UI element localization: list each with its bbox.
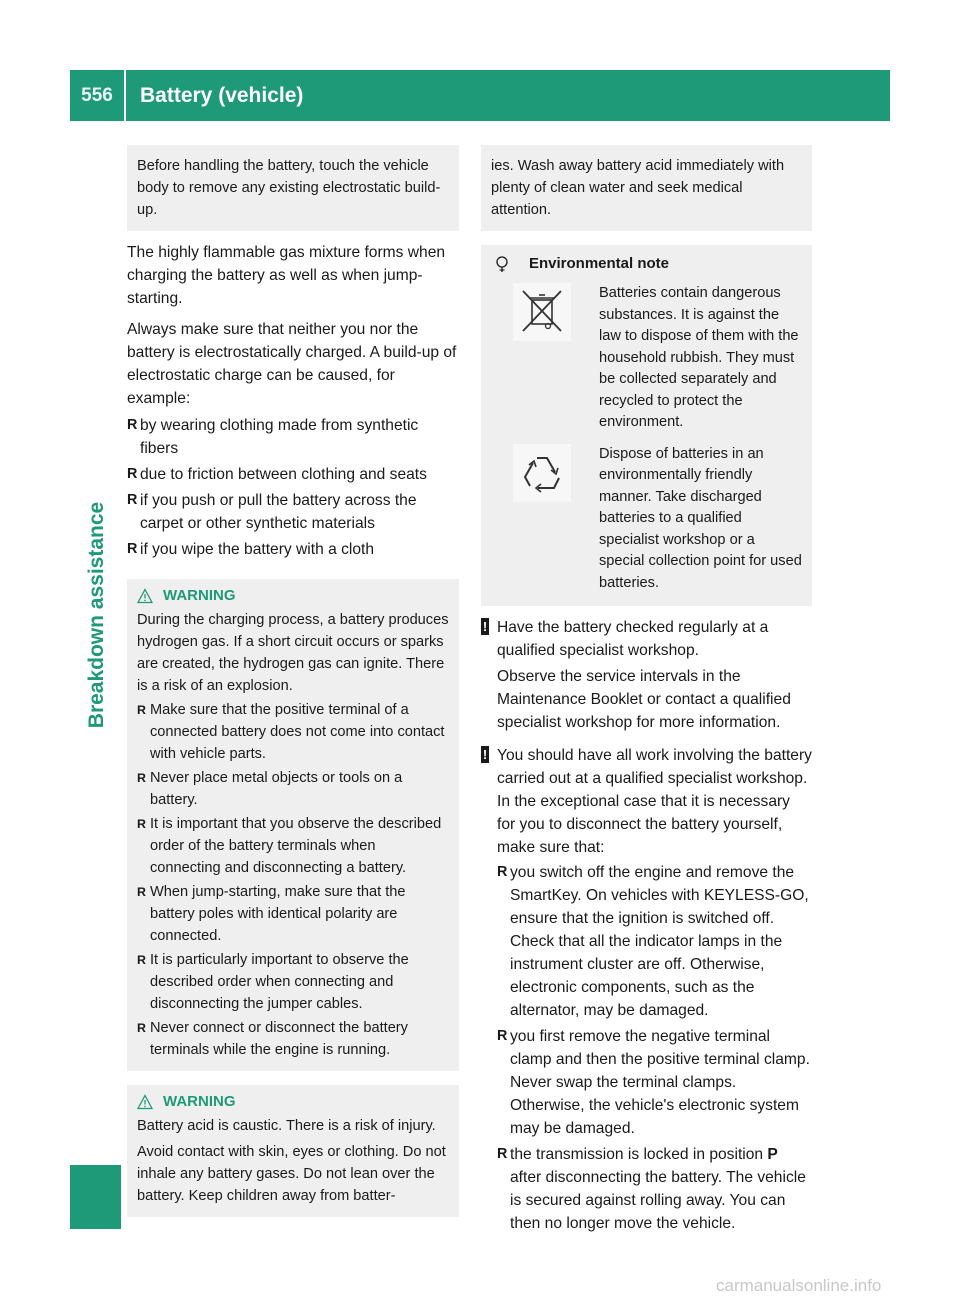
exclamation-icon: ! (482, 619, 488, 634)
recycle-icon (513, 444, 571, 502)
list-item: R you switch off the engine and remove the SmartKey. On vehicles with KEYLESS-GO, ensure that the ignition is switched off. Check that all the indicator lamps in the instrument cluster are off. Otherwise, electronic components, such as the alternator, may be damaged. (497, 861, 812, 1022)
warning-triangle-icon (137, 588, 153, 604)
watermark: carmanualsonline.info (716, 1276, 882, 1295)
environmental-note-text: Batteries contain dangerous substances. It is against the law to dispose of them with the household rubbish. They must be collected separately and recycled to protect the environment. (599, 285, 799, 430)
paragraph: The highly flammable gas mixture forms when charging the battery as well as when jump-starting. (127, 244, 446, 307)
list-item: R by wearing clothing made from synthetic fibers (127, 414, 459, 460)
warning-box (127, 579, 459, 1071)
list-item (497, 1143, 812, 1235)
warning-text: ies. Wash away battery acid immediately with plenty of clean water and seek medical attention. (491, 158, 785, 218)
list-item: R Make sure that the positive terminal of a connected battery does not come into contact with vehicle parts. (137, 699, 449, 765)
list-item: R It is important that you observe the described order of the battery terminals when connecting and disconnecting a battery. (137, 813, 449, 879)
warning-triangle-icon (137, 1094, 153, 1110)
section-tab (70, 1165, 121, 1229)
warning-heading (137, 585, 449, 607)
warning-title: WARNING (163, 1093, 236, 1110)
warning-heading (137, 1091, 449, 1113)
header-divider (124, 70, 126, 121)
list-item-text: the transmission is locked in position (510, 1146, 768, 1163)
crossed-bin-icon (513, 283, 571, 341)
list-item: R Never connect or disconnect the battery terminals while the engine is running. (137, 1017, 449, 1061)
list-item: R When jump-starting, make sure that the battery poles with identical polarity are connected. (137, 881, 449, 947)
page-number: 556 (81, 84, 113, 106)
list-item: R due to friction between clothing and seats (127, 463, 459, 486)
caution-note (481, 744, 812, 1235)
list-item: R It is particularly important to observe the described order when connecting and disconnecting the jumper cables. (137, 949, 449, 1015)
list-item: R you first remove the negative terminal clamp and then the positive terminal clamp. Never swap the terminal clamps. Otherwise, the vehicle's electronic system may be damaged. (497, 1025, 812, 1140)
info-box-text: Before handling the battery, touch the vehicle body to remove any existing electrostatic build-up. (137, 158, 441, 218)
paragraph: You should have all work involving the battery carried out at a qualified specialist workshop. In the exceptional case that it is necessary for you to disconnect the battery yourself, make sure that: (497, 747, 812, 856)
warning-text: Avoid contact with skin, eyes or clothing. Do not inhale any battery gases. Do not lean over the battery. Keep children away from batter- (137, 1144, 446, 1204)
bullet-list (127, 414, 459, 561)
list-item: R if you push or pull the battery across the carpet or other synthetic materials (127, 489, 459, 535)
warning-continued-box (481, 145, 812, 231)
caution-note (481, 616, 812, 734)
gear-position: P (767, 1146, 778, 1163)
body-text (127, 241, 459, 561)
environmental-note-heading (491, 253, 802, 275)
warning-bullet-list (137, 699, 449, 1061)
environmental-note-title: Environmental note (529, 255, 670, 272)
paragraph: Always make sure that neither you nor the battery is electrostatically charged. A build-up of electrostatic charge can be caused, for example: (127, 321, 457, 407)
right-column (481, 145, 812, 1235)
environmental-note-text: Dispose of batteries in an environmentally friendly manner. Take discharged batteries to a qualified specialist workshop or a special collection point for used batteries. (599, 445, 802, 591)
warning-text: Battery acid is caustic. There is a risk of injury. (137, 1118, 436, 1134)
warning-text: During the charging process, a battery produces hydrogen gas. If a short circuit occurs or sparks are created, the hydrogen gas can ignite. There is a risk of an explosion. (137, 612, 449, 694)
page-title: Battery (vehicle) (140, 84, 304, 107)
bullet-list (497, 861, 812, 1235)
environmental-note-box (481, 245, 812, 606)
exclamation-icon: ! (482, 747, 488, 762)
section-label: Breakdown assistance (85, 501, 108, 729)
header-bar (70, 70, 890, 121)
list-item: R Never place metal objects or tools on a battery. (137, 767, 449, 811)
paragraph: Have the battery checked regularly at a qualified specialist workshop. (497, 619, 769, 659)
environmental-note-row (491, 444, 802, 595)
list-item: R if you wipe the battery with a cloth (127, 538, 459, 561)
warning-box (127, 1085, 459, 1217)
body-text (481, 616, 812, 1235)
info-box (127, 145, 459, 231)
paragraph: Observe the service intervals in the Maintenance Booklet or contact a qualified specialist workshop for more information. (497, 668, 791, 731)
environmental-note-row (491, 283, 802, 434)
list-item-text: after disconnecting the battery. The vehicle is secured against rolling away. You can then no longer move the vehicle. (510, 1169, 806, 1232)
warning-title: WARNING (163, 587, 236, 604)
lightbulb-icon (493, 255, 511, 273)
left-column (127, 145, 459, 1217)
